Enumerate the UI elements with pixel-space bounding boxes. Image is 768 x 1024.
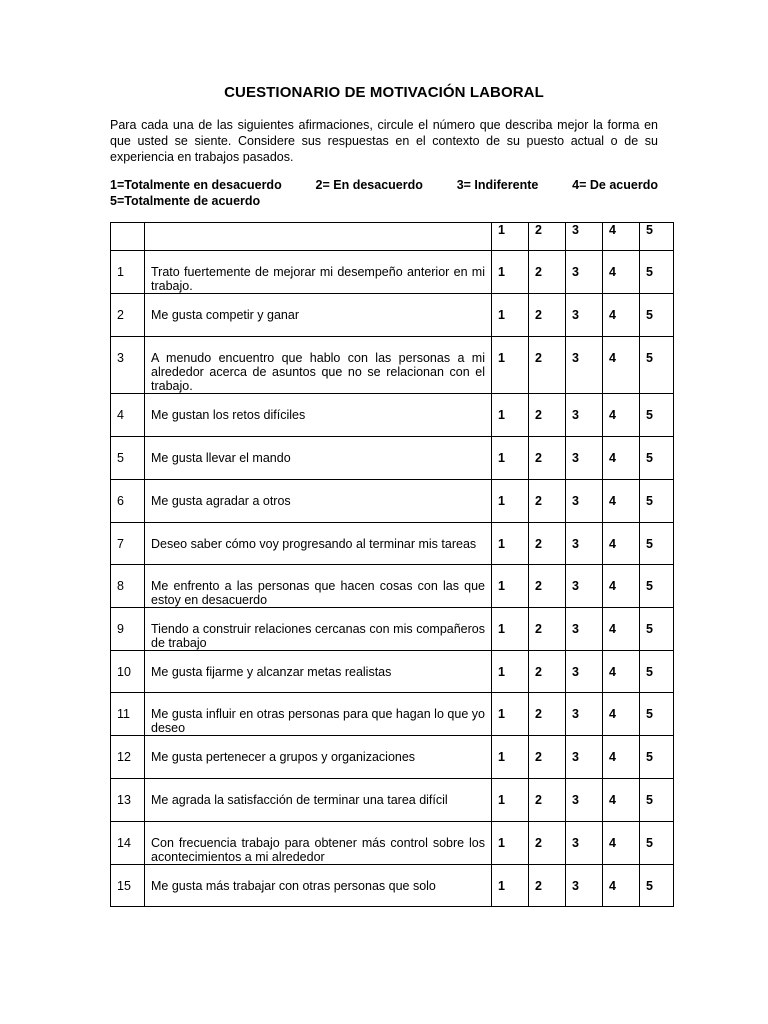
item-number: 3: [111, 337, 145, 394]
rating-option-4[interactable]: 4: [603, 523, 640, 565]
page-title: CUESTIONARIO DE MOTIVACIÓN LABORAL: [224, 84, 544, 101]
rating-option-4[interactable]: 4: [603, 337, 640, 394]
table-row: [111, 480, 674, 523]
rating-option-5[interactable]: 5: [640, 651, 674, 693]
item-statement: Trato fuertemente de mejorar mi desempeño anterior en mi trabajo.: [145, 251, 492, 294]
rating-option-4[interactable]: 4: [603, 736, 640, 779]
instructions: Para cada una de las siguientes afirmaciones, circule el número que describa mejor la forma en que usted se siente. Considere sus respuestas en el contexto de su puesto actual o de su experiencia en trabajos pasados.: [110, 118, 658, 164]
rating-option-2[interactable]: 2: [529, 394, 566, 437]
rating-option-2[interactable]: 2: [529, 523, 566, 565]
rating-option-5[interactable]: 5: [640, 437, 674, 480]
rating-option-4[interactable]: 4: [603, 608, 640, 651]
rating-option-1[interactable]: 1: [492, 565, 529, 608]
rating-option-3[interactable]: 3: [566, 736, 603, 779]
item-statement: Me gustan los retos difíciles: [145, 394, 492, 437]
item-statement: Me gusta competir y ganar: [145, 294, 492, 337]
item-number: 7: [111, 523, 145, 565]
rating-option-1[interactable]: 1: [492, 608, 529, 651]
rating-option-4[interactable]: 4: [603, 251, 640, 294]
rating-option-1[interactable]: 1: [492, 779, 529, 822]
scale-label-4: 4= De acuerdo: [572, 178, 658, 192]
table-row: [111, 251, 674, 294]
rating-option-2[interactable]: 2: [529, 608, 566, 651]
rating-option-5[interactable]: 5: [640, 337, 674, 394]
rating-option-4[interactable]: 4: [603, 394, 640, 437]
rating-option-3[interactable]: 3: [566, 822, 603, 865]
rating-option-1[interactable]: 1: [492, 736, 529, 779]
table-row: [111, 437, 674, 480]
item-number: 5: [111, 437, 145, 480]
rating-option-3[interactable]: 3: [566, 437, 603, 480]
item-number: 2: [111, 294, 145, 337]
table-row: [111, 693, 674, 736]
table-row: [111, 822, 674, 865]
item-number: 10: [111, 651, 145, 693]
rating-option-5[interactable]: 5: [640, 523, 674, 565]
item-statement: Me enfrento a las personas que hacen cosas con las que estoy en desacuerdo: [145, 565, 492, 608]
rating-option-5[interactable]: 5: [640, 736, 674, 779]
scale-label-1: 1=Totalmente en desacuerdo: [110, 178, 282, 192]
rating-option-4[interactable]: 4: [603, 294, 640, 337]
questionnaire-table: [110, 222, 674, 907]
rating-scale-legend: [110, 177, 658, 209]
rating-option-5[interactable]: 5: [640, 394, 674, 437]
rating-option-1[interactable]: 1: [492, 865, 529, 907]
table-row: [111, 865, 674, 907]
rating-option-2[interactable]: 2: [529, 565, 566, 608]
item-number: 15: [111, 865, 145, 907]
rating-option-5[interactable]: 5: [640, 608, 674, 651]
item-number: 4: [111, 394, 145, 437]
rating-option-1[interactable]: 1: [492, 437, 529, 480]
item-statement: Con frecuencia trabajo para obtener más control sobre los acontecimientos a mi alrededor: [145, 822, 492, 865]
item-statement: Me gusta pertenecer a grupos y organizaciones: [145, 736, 492, 779]
rating-option-3[interactable]: 3: [566, 337, 603, 394]
rating-option-2[interactable]: 2: [529, 251, 566, 294]
rating-option-5[interactable]: 5: [640, 251, 674, 294]
item-statement: Me agrada la satisfacción de terminar una tarea difícil: [145, 779, 492, 822]
scale-label-5: 5=Totalmente de acuerdo: [110, 194, 261, 208]
rating-option-5[interactable]: 5: [640, 779, 674, 822]
rating-option-3[interactable]: 3: [566, 251, 603, 294]
rating-option-4[interactable]: 4: [603, 865, 640, 907]
item-number: 6: [111, 480, 145, 523]
item-statement: Me gusta influir en otras personas para que hagan lo que yo deseo: [145, 693, 492, 736]
table-row: [111, 779, 674, 822]
rating-option-4[interactable]: 4: [603, 693, 640, 736]
rating-option-3[interactable]: 3: [566, 693, 603, 736]
rating-option-5[interactable]: 5: [640, 822, 674, 865]
scale-label-2: 2= En desacuerdo: [315, 178, 423, 192]
rating-option-1[interactable]: 1: [492, 251, 529, 294]
table-row: [111, 565, 674, 608]
rating-option-4[interactable]: 4: [603, 779, 640, 822]
item-number: 9: [111, 608, 145, 651]
item-statement: Me gusta llevar el mando: [145, 437, 492, 480]
rating-option-2[interactable]: 2: [529, 480, 566, 523]
header-option-1: 1: [492, 223, 529, 251]
item-statement: Tiendo a construir relaciones cercanas con mis compañeros de trabajo: [145, 608, 492, 651]
rating-option-4[interactable]: 4: [603, 437, 640, 480]
rating-option-1[interactable]: 1: [492, 693, 529, 736]
rating-option-2[interactable]: 2: [529, 337, 566, 394]
rating-option-2[interactable]: 2: [529, 693, 566, 736]
rating-option-3[interactable]: 3: [566, 608, 603, 651]
table-row: [111, 523, 674, 565]
rating-option-3[interactable]: 3: [566, 865, 603, 907]
item-statement: Me gusta agradar a otros: [145, 480, 492, 523]
rating-option-3[interactable]: 3: [566, 480, 603, 523]
rating-option-2[interactable]: 2: [529, 779, 566, 822]
table-row: [111, 337, 674, 394]
rating-option-5[interactable]: 5: [640, 693, 674, 736]
rating-option-2[interactable]: 2: [529, 736, 566, 779]
item-number: 1: [111, 251, 145, 294]
header-option-3: 3: [566, 223, 603, 251]
rating-option-1[interactable]: 1: [492, 294, 529, 337]
rating-option-3[interactable]: 3: [566, 779, 603, 822]
rating-option-3[interactable]: 3: [566, 565, 603, 608]
header-option-2: 2: [529, 223, 566, 251]
rating-option-1[interactable]: 1: [492, 822, 529, 865]
rating-option-5[interactable]: 5: [640, 294, 674, 337]
rating-option-4[interactable]: 4: [603, 822, 640, 865]
rating-option-2[interactable]: 2: [529, 651, 566, 693]
item-number: 11: [111, 693, 145, 736]
item-statement: Deseo saber cómo voy progresando al terminar mis tareas: [145, 523, 492, 565]
table-row: [111, 651, 674, 693]
item-number: 8: [111, 565, 145, 608]
rating-option-5[interactable]: 5: [640, 480, 674, 523]
header-cell-number: [111, 223, 145, 251]
item-statement: Me gusta más trabajar con otras personas que solo: [145, 865, 492, 907]
header-cell-statement: [145, 223, 492, 251]
rating-option-3[interactable]: 3: [566, 294, 603, 337]
rating-option-1[interactable]: 1: [492, 394, 529, 437]
rating-option-1[interactable]: 1: [492, 523, 529, 565]
rating-option-4[interactable]: 4: [603, 565, 640, 608]
table-row: [111, 608, 674, 651]
table-row: [111, 736, 674, 779]
rating-option-1[interactable]: 1: [492, 480, 529, 523]
rating-option-3[interactable]: 3: [566, 394, 603, 437]
header-option-5: 5: [640, 223, 674, 251]
table-row: [111, 294, 674, 337]
item-number: 12: [111, 736, 145, 779]
item-statement: A menudo encuentro que hablo con las personas a mi alrededor acerca de asuntos que no se relacionan con el trabajo.: [145, 337, 492, 394]
rating-option-3[interactable]: 3: [566, 523, 603, 565]
rating-option-4[interactable]: 4: [603, 651, 640, 693]
table-header-row: [111, 223, 674, 251]
rating-option-1[interactable]: 1: [492, 337, 529, 394]
rating-option-2[interactable]: 2: [529, 437, 566, 480]
item-statement: Me gusta fijarme y alcanzar metas realistas: [145, 651, 492, 693]
rating-option-5[interactable]: 5: [640, 565, 674, 608]
header-option-4: 4: [603, 223, 640, 251]
scale-label-3: 3= Indiferente: [456, 178, 539, 192]
item-number: 13: [111, 779, 145, 822]
item-number: 14: [111, 822, 145, 865]
table-row: [111, 394, 674, 437]
rating-option-1[interactable]: 1: [492, 651, 529, 693]
rating-option-5[interactable]: 5: [640, 865, 674, 907]
rating-option-2[interactable]: 2: [529, 865, 566, 907]
rating-option-2[interactable]: 2: [529, 822, 566, 865]
rating-option-4[interactable]: 4: [603, 480, 640, 523]
rating-option-3[interactable]: 3: [566, 651, 603, 693]
rating-option-2[interactable]: 2: [529, 294, 566, 337]
